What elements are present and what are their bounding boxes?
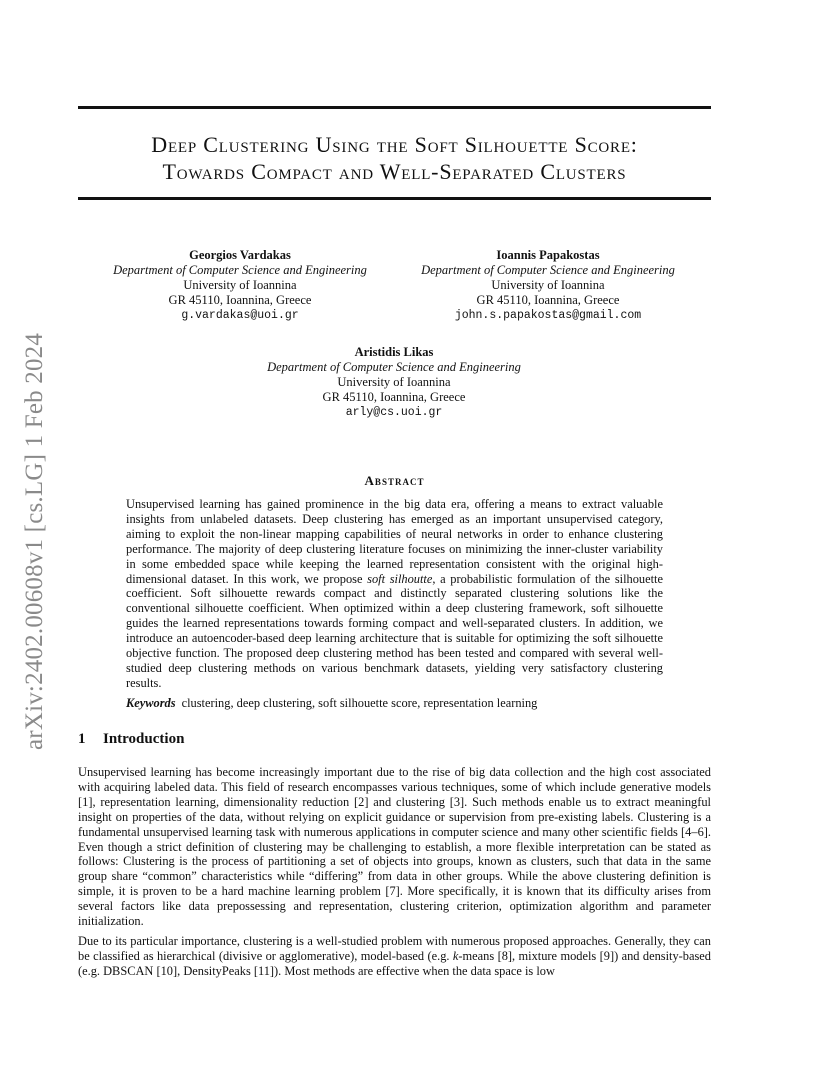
author-email[interactable]: john.s.papakostas@gmail.com <box>454 309 642 322</box>
intro-paragraph-2 <box>78 934 711 979</box>
paper-title <box>78 131 711 185</box>
author-university: University of Ioannina <box>337 375 451 389</box>
title-rule-top <box>78 106 711 109</box>
section-heading-introduction <box>78 731 184 748</box>
author-department: Department of Computer Science and Engineering <box>267 360 521 374</box>
author-email[interactable]: g.vardakas@uoi.gr <box>181 309 299 322</box>
title-line-1: Deep Clustering Using the Soft Silhouette Score: <box>151 132 638 157</box>
author-name: Aristidis Likas <box>354 345 434 359</box>
abstract-heading: Abstract <box>364 473 425 488</box>
intro-paragraph-2-end: -means [8], mixture models [9]) and density-based (e.g. DBSCAN [10], DensityPeaks [11]). Most methods are effective when the data space is low <box>78 948 712 978</box>
author-address: GR 45110, Ioannina, Greece <box>168 293 312 307</box>
author-block-1 <box>90 248 390 323</box>
abstract-emphasis: soft silhoutte <box>367 571 433 586</box>
author-department: Department of Computer Science and Engineering <box>421 263 675 277</box>
author-block-2 <box>398 248 698 323</box>
title-line-2: Towards Compact and Well-Separated Clusters <box>162 159 627 184</box>
author-university: University of Ioannina <box>491 278 605 292</box>
author-address: GR 45110, Ioannina, Greece <box>476 293 620 307</box>
keywords-label: Keywords <box>126 696 176 710</box>
arxiv-identifier: arXiv:2402.00608v1 [cs.LG] 1 Feb 2024 <box>21 332 48 750</box>
section-title: Introduction <box>103 731 185 747</box>
title-rule-bottom <box>78 197 711 200</box>
author-block-3 <box>244 345 544 420</box>
abstract-body <box>126 497 663 691</box>
author-department: Department of Computer Science and Engineering <box>113 263 367 277</box>
author-address: GR 45110, Ioannina, Greece <box>322 390 466 404</box>
abstract-text-start: Unsupervised learning has gained prominence in the big data era, offering a means to extract valuable insights from unlabeled datasets. Deep clustering has emerged as an important unsupervised category, aiming to exploit the non-linear mapping capabilities of neural networks in order to enhance clustering performance. The majority of deep clustering literature focuses on minimizing the inner-cluster variability in some embedded space while keeping the learned representation consistent with the original high-dimensional dataset. In this work, we propose <box>126 497 663 586</box>
section-number: 1 <box>78 731 86 747</box>
intro-paragraph-2-start: Due to its particular importance, clustering is a well-studied problem with numerous proposed approaches. Generally, they can be classified as hierarchical (divisive or agglomerative), model-based (e.g. <box>78 934 711 963</box>
author-name: Ioannis Papakostas <box>496 248 600 262</box>
author-name: Georgios Vardakas <box>189 248 291 262</box>
author-university: University of Ioannina <box>183 278 297 292</box>
intro-paragraph-2-k: k <box>452 948 459 963</box>
abstract-text-end: , a probabilistic formulation of the silhouette coefficient. Soft silhouette rewards compact and distinctly separated clustering solutions like the conventional silhouette coefficient. When optimized within a deep clustering framework, soft silhouette guides the learned representations towards forming compact and well-separated clusters. In addition, we introduce an autoencoder-based deep learning architecture that is suitable for optimizing the soft silhouette objective function. The proposed deep clustering method has been tested and compared with several well-studied deep clustering methods on various benchmark datasets, yielding very satisfactory clustering results. <box>126 571 664 690</box>
author-email[interactable]: arly@cs.uoi.gr <box>345 406 443 419</box>
intro-paragraph-1: Unsupervised learning has become increasingly important due to the rise of big data collection and the high cost associated with acquiring labeled data. This field of research encompasses various techniques, some of which include generative models [1], representation learning, dimensionality reduction [2] and clustering [3]. Such methods enable us to extract meaningful insight on properties of the data, without relying on explicit guidance or supervision from pre-existing labels. Clustering is a fundamental unsupervised learning task with numerous applications in computer science and many other scientific fields [4–6]. Even though a strict definition of clustering may be challenging to establish, a more flexible interpretation can be stated as follows: Clustering is the process of partitioning a set of objects into groups, known as clusters, such that data in the same group share “common” characteristics while “differing” from data in other groups. While the above clustering definition is simple, it is proven to be a hard machine learning problem [7]. More specifically, it is known that its difficulty arises from several factors like data prepossessing and representation, clustering criterion, optimization algorithm and parameter initialization. <box>78 765 711 929</box>
keywords-line <box>126 696 663 711</box>
keywords-text: clustering, deep clustering, soft silhouette score, representation learning <box>181 696 538 710</box>
